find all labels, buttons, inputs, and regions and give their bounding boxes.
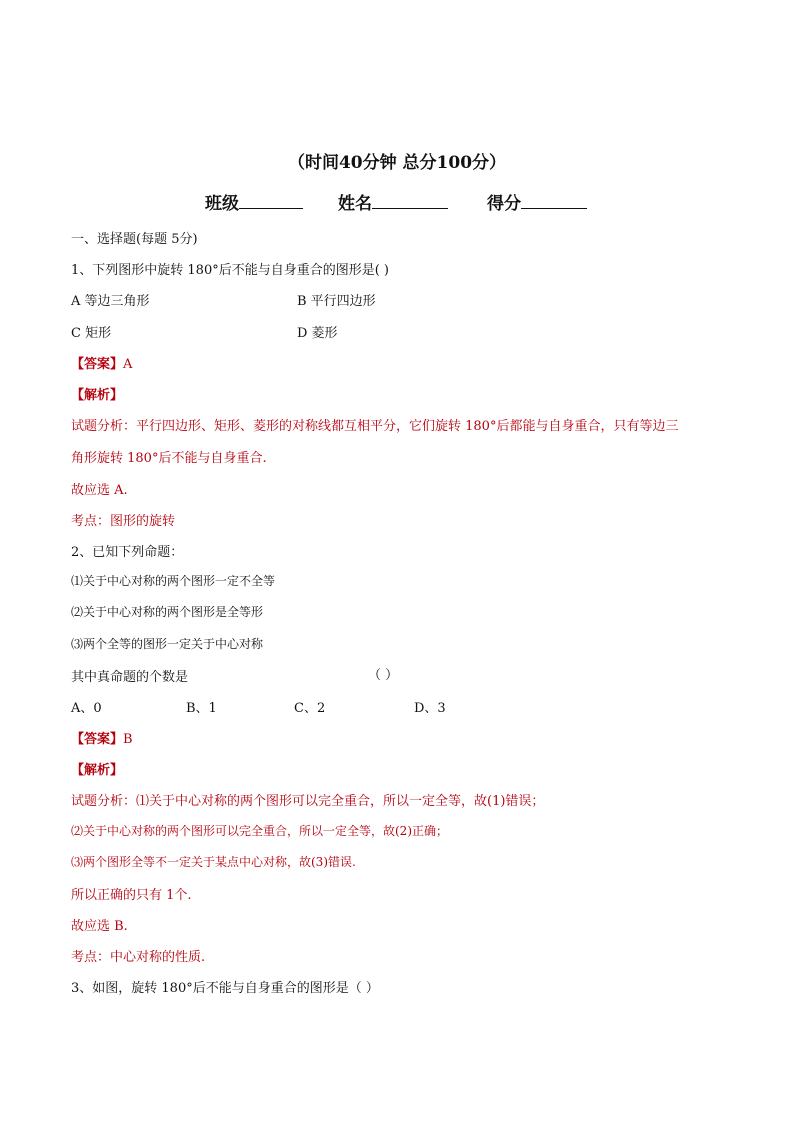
q1-analysis-line2: 角形旋转 180°后不能与自身重合. bbox=[71, 451, 267, 466]
q2-choose: 故应选 B. bbox=[71, 919, 128, 934]
q1-option-d: D 菱形 bbox=[297, 326, 338, 341]
q1-option-a: A 等边三角形 bbox=[71, 294, 150, 309]
q1-answer-label: 【答案】 bbox=[71, 357, 124, 372]
class-label: 班级 bbox=[205, 194, 239, 214]
q2-analysis-line1: 试题分析：⑴关于中心对称的两个图形可以完全重合，所以一定全等，故(1)错误； bbox=[71, 794, 545, 809]
score-blank bbox=[521, 194, 587, 209]
q2-paren: （ ） bbox=[368, 668, 399, 683]
exam-header-title: （时间40分钟 总分100分） bbox=[287, 153, 507, 173]
q3-stem: 3、如图，旋转 180°后不能与自身重合的图形是（ ） bbox=[71, 981, 379, 996]
score-field bbox=[487, 189, 587, 214]
q2-answer-label: 【答案】 bbox=[71, 732, 124, 747]
q2-analysis-line3: ⑶两个图形全等不一定关于某点中心对称，故(3)错误. bbox=[71, 855, 356, 869]
q2-point: 考点：中心对称的性质. bbox=[71, 950, 206, 965]
score-label: 得分 bbox=[487, 194, 521, 214]
name-blank bbox=[372, 194, 448, 209]
q2-analysis-label: 【解析】 bbox=[71, 763, 124, 778]
q2-prop-2: ⑵关于中心对称的两个图形是全等形 bbox=[71, 605, 264, 619]
q2-option-c: C、2 bbox=[294, 701, 326, 716]
q2-option-d: D、3 bbox=[414, 701, 446, 716]
q1-analysis-line1: 试题分析：平行四边形、矩形、菱形的对称线都互相平分，它们旋转 180°后都能与自身重合，只有等边三 bbox=[71, 419, 679, 434]
name-label: 姓名 bbox=[338, 194, 372, 214]
q2-option-a: A、0 bbox=[71, 701, 102, 716]
q2-option-b: B、1 bbox=[186, 701, 217, 716]
q1-option-c: C 矩形 bbox=[71, 326, 112, 341]
q2-answer-value: B bbox=[123, 732, 133, 747]
class-blank bbox=[239, 194, 303, 209]
name-field bbox=[338, 189, 448, 214]
section-title: 一、选择题(每题 5分) bbox=[71, 232, 198, 247]
q1-option-b: B 平行四边形 bbox=[297, 294, 376, 309]
q2-prop-3: ⑶两个全等的图形一定关于中心对称 bbox=[71, 637, 264, 651]
q2-analysis-line2: ⑵关于中心对称的两个图形可以完全重合，所以一定全等，故(2)正确； bbox=[71, 824, 449, 838]
q2-question: 其中真命题的个数是 bbox=[71, 670, 189, 685]
q1-analysis-label: 【解析】 bbox=[71, 388, 124, 403]
class-field bbox=[205, 189, 303, 214]
q1-choose: 故应选 A. bbox=[71, 483, 128, 498]
q1-answer-value: A bbox=[123, 357, 133, 372]
q2-stem: 2、已知下列命题： bbox=[71, 545, 184, 560]
q1-answer bbox=[71, 353, 132, 372]
q1-analysis-heading bbox=[71, 384, 123, 403]
q2-prop-1: ⑴关于中心对称的两个图形一定不全等 bbox=[71, 574, 276, 588]
q2-conclusion: 所以正确的只有 1个. bbox=[71, 888, 192, 903]
q2-answer bbox=[71, 728, 133, 747]
q2-analysis-heading bbox=[71, 759, 123, 778]
q1-point: 考点：图形的旋转 bbox=[71, 514, 176, 529]
q1-stem: 1、下列图形中旋转 180°后不能与自身重合的图形是( ) bbox=[71, 263, 389, 278]
